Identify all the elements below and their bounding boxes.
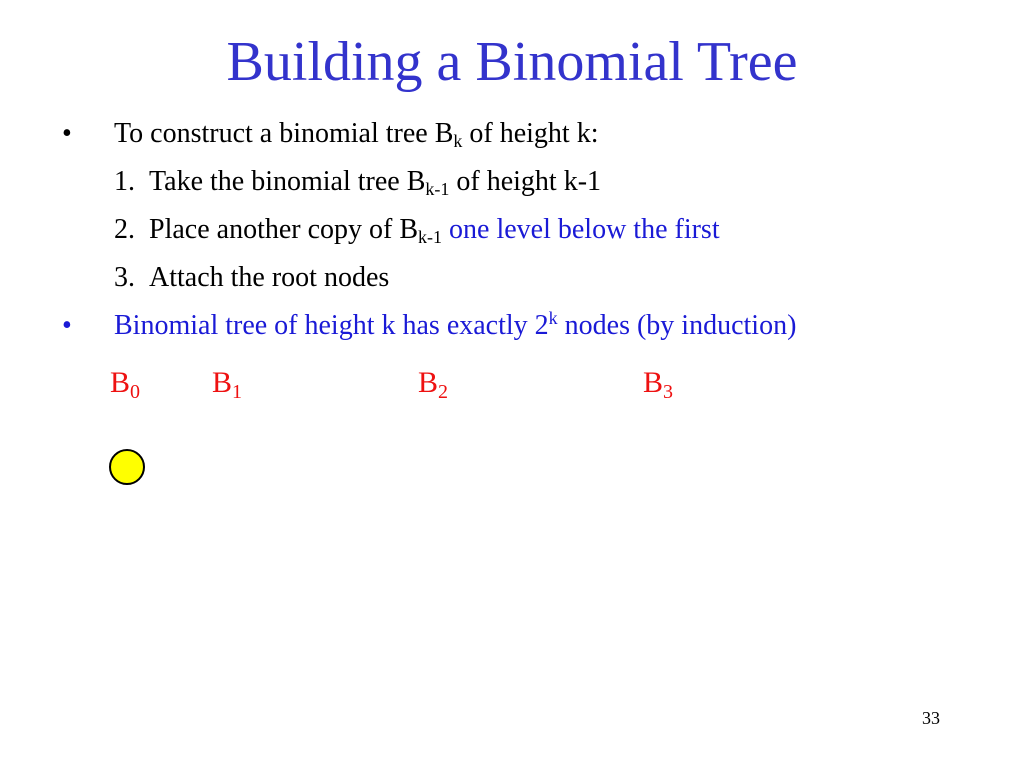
label-b1-main: B bbox=[212, 366, 233, 399]
label-b3 bbox=[643, 365, 673, 401]
step-1-number: 1. bbox=[114, 166, 135, 197]
superscript-k: k bbox=[548, 308, 558, 328]
bullet-construct-tail: of height k: bbox=[462, 118, 599, 149]
bullet-node-count bbox=[114, 308, 796, 344]
bullet-node-count-tail: nodes (by induction) bbox=[557, 310, 797, 341]
step-2 bbox=[114, 212, 720, 248]
step-3-text: Attach the root nodes bbox=[149, 262, 390, 293]
bullet-marker: • bbox=[62, 118, 72, 149]
page-number: 33 bbox=[922, 708, 940, 728]
label-b2-main: B bbox=[418, 366, 439, 399]
step-1-text: Take the binomial tree B bbox=[149, 166, 426, 197]
slide-title: Building a Binomial Tree bbox=[226, 31, 798, 93]
label-b0 bbox=[110, 365, 140, 401]
step-3-number: 3. bbox=[114, 262, 135, 293]
step-2-number: 2. bbox=[114, 214, 135, 245]
label-b0-sub: 0 bbox=[130, 381, 141, 403]
tree-node-b0 bbox=[109, 449, 145, 485]
step-2-text: Place another copy of B bbox=[149, 214, 419, 245]
label-b0-main: B bbox=[110, 366, 131, 399]
step-3 bbox=[114, 260, 389, 296]
subscript-k: k bbox=[453, 131, 463, 151]
label-b1 bbox=[212, 365, 242, 401]
subscript-k-1: k-1 bbox=[418, 227, 443, 247]
step-2-highlight: one level below the first bbox=[449, 214, 720, 245]
bullet-construct bbox=[114, 116, 598, 152]
bullet-marker: • bbox=[62, 310, 72, 341]
label-b2 bbox=[418, 365, 448, 401]
subscript-k-1: k-1 bbox=[425, 179, 450, 199]
bullet-construct-text: To construct a binomial tree B bbox=[114, 118, 454, 149]
bullet-node-count-text: Binomial tree of height k has exactly 2 bbox=[114, 310, 549, 341]
label-b2-sub: 2 bbox=[438, 381, 449, 403]
label-b3-sub: 3 bbox=[663, 381, 674, 403]
label-b3-main: B bbox=[643, 366, 664, 399]
step-1 bbox=[114, 164, 601, 200]
step-2-space bbox=[442, 214, 449, 245]
step-1-tail: of height k-1 bbox=[449, 166, 602, 197]
label-b1-sub: 1 bbox=[232, 381, 243, 403]
